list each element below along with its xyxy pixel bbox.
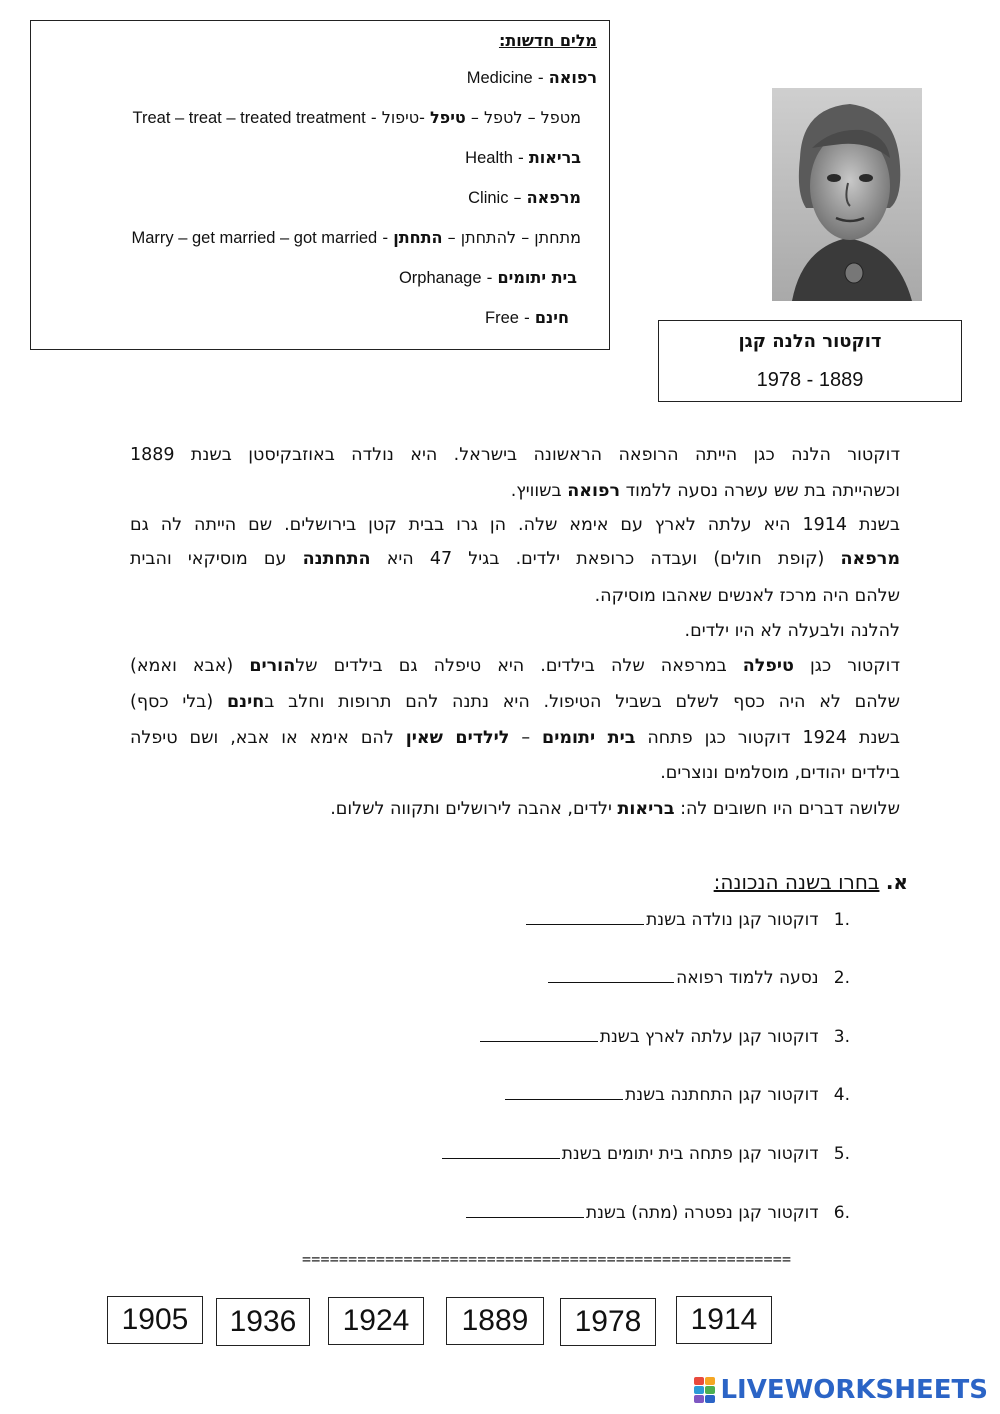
question-6: .6 דוקטור קגן נפטרה (מתה) בשנת bbox=[466, 1203, 850, 1223]
story-line-8: שלהם לא היה כסף לשלם בשביל הטיפול. היא נתנה להם תרופות וחלב בחינם (בלי כסף) bbox=[130, 692, 901, 712]
question-3: .3 דוקטור קגן עלתה לארץ בשנת bbox=[480, 1027, 850, 1047]
story-line-2: וכשהייתה בת שש עשרה נסעה ללמוד רפואה בשוויץ. bbox=[510, 481, 900, 501]
year-option-1936[interactable]: 1936 bbox=[216, 1298, 310, 1346]
year-option-1978[interactable]: 1978 bbox=[560, 1298, 656, 1346]
story-line-10: בילדים יהודים, מוסלמים ונוצרים. bbox=[660, 763, 900, 783]
question-2: .2 נסעה ללמוד רפואה bbox=[548, 968, 850, 988]
name-box bbox=[658, 320, 962, 402]
separator-line: ===================================================== bbox=[302, 1250, 792, 1268]
story-line-9: בשנת 1924 דוקטור כגן פתחה בית יתומים – לילדים שאין להם אימא או אבא, ושם טיפלה bbox=[130, 728, 900, 748]
liveworksheets-watermark: LIVEWORKSHEETS bbox=[694, 1375, 988, 1405]
doctor-name: דוקטור הלנה קגן bbox=[738, 331, 882, 352]
answer-blank-6[interactable] bbox=[466, 1203, 584, 1218]
question-5: .5 דוקטור קגן פתחה בית יתומים בשנת bbox=[442, 1144, 850, 1164]
story-line-5: שלהם היה מרכז לאנשים שאהבו מוסיקה. bbox=[594, 586, 900, 606]
vocab-item-health: Health - בריאות bbox=[465, 148, 581, 167]
story-line-6: להלנה ולבעלה לא היו ילדים. bbox=[684, 621, 900, 641]
answer-blank-3[interactable] bbox=[480, 1027, 598, 1042]
question-1: .1 דוקטור קגן נולדה בשנת bbox=[526, 910, 850, 930]
story-line-4: מרפאה (קופת חולים) ועבדה כרופאת ילדים. בגיל 47 היא התחתנה עם מוסיקאי והבית bbox=[130, 549, 900, 569]
year-option-1905[interactable]: 1905 bbox=[107, 1296, 203, 1344]
story-line-1: דוקטור הלנה כגן הייתה הרופאה הראשונה בישראל. היא נולדה באוזבקיסטן בשנת 1889 bbox=[130, 445, 900, 465]
portrait-icon bbox=[772, 88, 922, 301]
year-option-1889[interactable]: 1889 bbox=[446, 1297, 544, 1345]
question-4: .4 דוקטור קגן התחתנה בשנת bbox=[505, 1085, 850, 1105]
life-years: 1978 - 1889 bbox=[756, 369, 864, 391]
year-option-1924[interactable]: 1924 bbox=[328, 1297, 424, 1345]
vocab-item-free: Free - חינם bbox=[485, 308, 569, 327]
vocabulary-box bbox=[30, 20, 610, 350]
liveworksheets-logo-icon bbox=[694, 1377, 715, 1403]
story-line-11: שלושה דברים היו חשובים לה: בריאות ילדים, אהבה לירושלים ותקווה לשלום. bbox=[330, 799, 900, 819]
story-line-3: בשנת 1914 היא עלתה לארץ עם אימא שלה. הן גרו בבית קטן בירושלים. שם הייתה לה גם bbox=[130, 515, 900, 535]
vocab-item-marry: Marry – get married – got married - מתחתן – להתחתן – התחתן bbox=[131, 228, 581, 247]
vocabulary-title: מלים חדשות: bbox=[498, 31, 597, 50]
vocab-item-treat: Treat – treat – treated treatment - מטפל – לטפל – טיפל -טיפול bbox=[132, 108, 581, 127]
answer-blank-2[interactable] bbox=[548, 968, 674, 983]
answer-blank-5[interactable] bbox=[442, 1144, 560, 1159]
section-a-title: א. בחרו בשנה הנכונה: bbox=[713, 870, 908, 894]
year-option-1914[interactable]: 1914 bbox=[676, 1296, 772, 1344]
vocab-item-clinic: Clinic – מרפאה bbox=[468, 188, 581, 207]
vocab-item-orphanage: Orphanage - בית יתומים bbox=[398, 268, 577, 287]
answer-blank-4[interactable] bbox=[505, 1085, 623, 1100]
portrait-photo bbox=[772, 88, 922, 301]
story-line-7: דוקטור כגן טיפלה במרפאה שלה בילדים. היא טיפלה גם בילדים שלהורים (אבא ואמא) bbox=[130, 656, 900, 676]
answer-blank-1[interactable] bbox=[526, 910, 644, 925]
vocab-item-medicine: Medicine - רפואה bbox=[466, 68, 597, 87]
